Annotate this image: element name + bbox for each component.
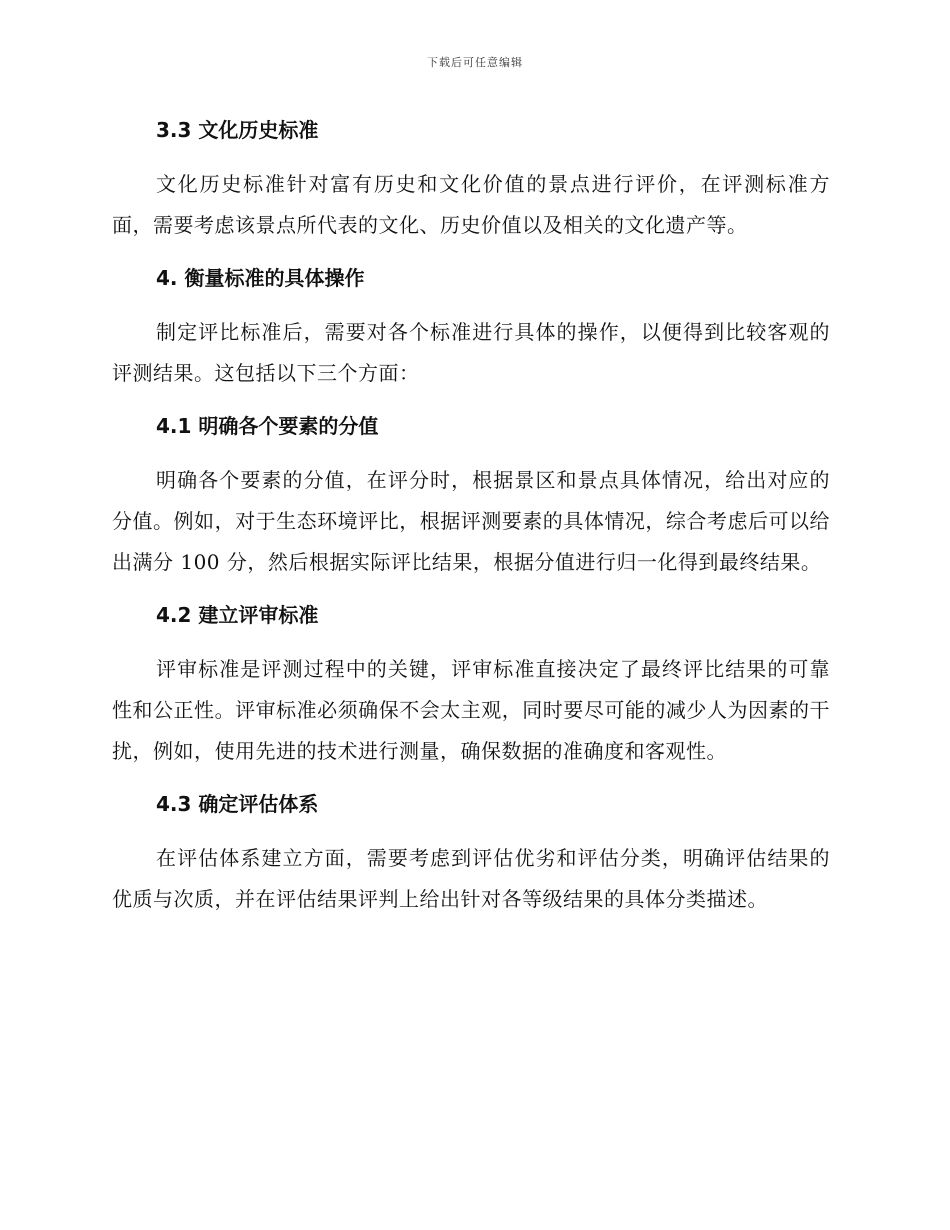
section-heading-4-3: 4.3 确定评估体系 [156,792,319,816]
section-paragraph-4-3: 在评估体系建立方面，需要考虑到评估优劣和评估分类，明确评估结果的优质与次质，并在评估结果评判上给出针对各等级结果的具体分类描述。 [112,846,830,911]
section-heading-4-1: 4.1 明确各个要素的分值 [156,414,379,438]
section-heading-4: 4. 衡量标准的具体操作 [156,266,365,290]
section-heading-3-3: 3.3 文化历史标准 [156,118,319,142]
section-paragraph-3-3: 文化历史标准针对富有历史和文化价值的景点进行评价，在评测标准方面，需要考虑该景点所代表的文化、历史价值以及相关的文化遗产等。 [112,172,830,237]
page-header: 下载后可任意编辑 [427,56,523,69]
section-paragraph-4-2: 评审标准是评测过程中的关键，评审标准直接决定了最终评比结果的可靠性和公正性。评审标准必须确保不会太主观，同时要尽可能的减少人为因素的干扰，例如，使用先进的技术进行测量，确保数据的准确度和客观性。 [112,657,830,763]
section-paragraph-4-1: 明确各个要素的分值，在评分时，根据景区和景点具体情况，给出对应的分值。例如，对于生态环境评比，根据评测要素的具体情况，综合考虑后可以给出满分 100 分，然后根据实际评比结果，根据分值进行归一化得到最终结果。 [112,468,830,574]
section-paragraph-4: 制定评比标准后，需要对各个标准进行具体的操作，以便得到比较客观的评测结果。这包括以下三个方面： [112,320,830,385]
document-body [112,110,830,920]
section-heading-4-2: 4.2 建立评审标准 [156,603,319,627]
